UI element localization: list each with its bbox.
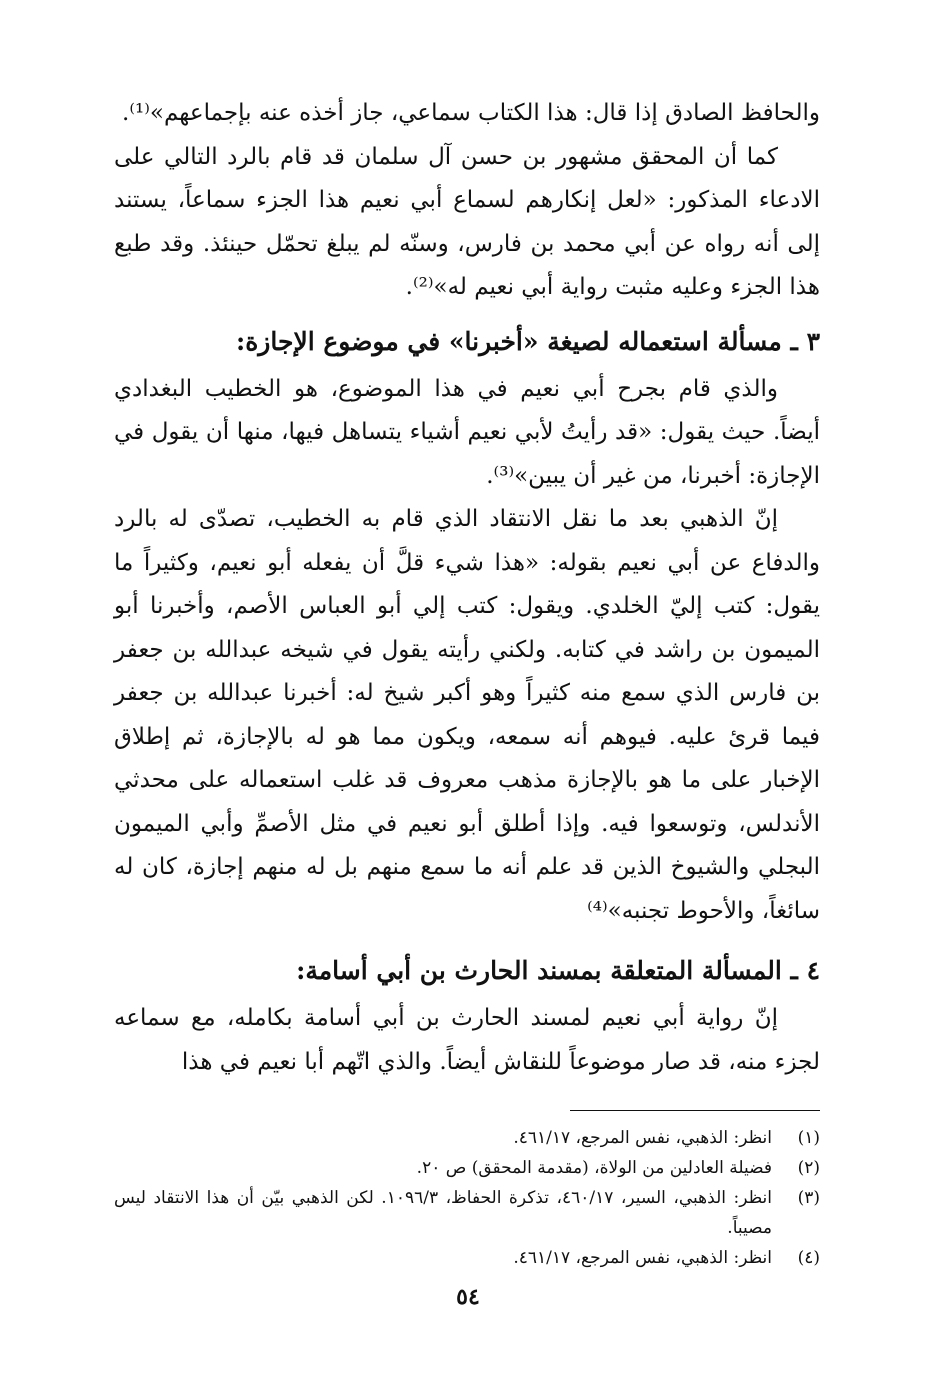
footnote-number: (٢) [797, 1158, 820, 1178]
footnote-2 [114, 1153, 820, 1183]
footnote-text: انظر: الذهبي، نفس المرجع، ٤٦١/١٧. [513, 1128, 772, 1148]
paragraph-5: إنّ رواية أبي نعيم لمسند الحارث بن أبي أسامة بكامله، مع سماعه لجزء منه، قد صار موضوعاً للنقاش أيضاً. والذي اتّهم أبا نعيم في هذا [114, 1005, 820, 1075]
page-content [114, 92, 820, 1273]
footnote-divider [570, 1110, 820, 1111]
paragraph-1: والحافظ الصادق إذا قال: هذا الكتاب سماعي، جاز أخذه عنه بإجماعهم»⁽¹⁾. [122, 100, 820, 126]
footnote-number: (١) [797, 1128, 820, 1148]
paragraph-3: والذي قام بجرح أبي نعيم في هذا الموضوع، هو الخطيب البغدادي أيضاً. حيث يقول: «قد رأيتُ لأبي نعيم أشياء يتساهل فيها، منها أن يقول في الإجازة: أخبرنا، من غير أن يبين»⁽³⁾. [114, 375, 820, 489]
footnotes [114, 1123, 820, 1273]
paragraph-2: كما أن المحقق مشهور بن حسن آل سلمان قد قام بالرد التالي على الادعاء المذكور: «لعل إنكارهم لسماع أبي نعيم هذا الجزء سماعاً، يستند إلى أنه رواه عن أبي محمد بن فارس، وسنّه لم يبلغ تحمّل حينئذ. وقد طبع هذا الجزء وعليه مثبت رواية أبي نعيم له»⁽²⁾. [114, 143, 820, 300]
footnote-3 [114, 1183, 820, 1243]
footnote-text: انظر: الذهبي، نفس المرجع، ٤٦١/١٧. [513, 1248, 772, 1268]
section-heading-4: ٤ ـ المسألة المتعلقة بمسند الحارث بن أبي أسامة: [296, 956, 820, 985]
footnote-1 [114, 1123, 820, 1153]
paragraph-4: إنّ الذهبي بعد ما نقل الانتقاد الذي قام به الخطيب، تصدّى له بالرد والدفاع عن أبي نعيم بقوله: «هذا شيء قلَّ أن يفعله أبو نعيم، وكثيراً ما يقول: كتب إليّ الخلدي. ويقول: كتب إلي أبو العباس الأصم، وأخبرنا أبو الميمون بن راشد في كتابه. ولكني رأيته يقول في شيخه عبدالله بن جعفر بن فارس الذي سمع منه كثيراً وهو أكبر شيخ له: أخبرنا عبدالله بن جعفر فيما قرئ عليه. فيوهم أنه سمعه، ويكون مما هو له بالإجازة، ثم إطلاق الإخبار على ما هو بالإجازة مذهب معروف قد غلب استعماله على محدثي الأندلس، وتوسعوا فيه. وإذا أطلق أبو نعيم في مثل الأصمِّ وأبي الميمون البجلي والشيوخ الذين قد علم أنه ما سمع منهم بل له منهم إجازة، كان له سائغاً، والأحوط تجنبه»⁽⁴⁾ [114, 506, 820, 924]
footnote-4 [114, 1243, 820, 1273]
footnote-text: انظر: الذهبي، السير، ٤٦٠/١٧، تذكرة الحفاظ، ١٠٩٦/٣. لكن الذهبي بيّن أن هذا الانتقاد ليس مصيباً. [114, 1188, 772, 1238]
section-heading-3: ٣ ـ مسألة استعماله لصيغة «أخبرنا» في موضوع الإجازة: [235, 326, 820, 356]
footnote-text: فضيلة العادلين من الولاة، (مقدمة المحقق) ص ٢٠. [416, 1158, 772, 1178]
page-number: ٥٤ [456, 1284, 480, 1310]
footnote-number: (٤) [797, 1248, 820, 1268]
footnote-number: (٣) [797, 1188, 820, 1208]
